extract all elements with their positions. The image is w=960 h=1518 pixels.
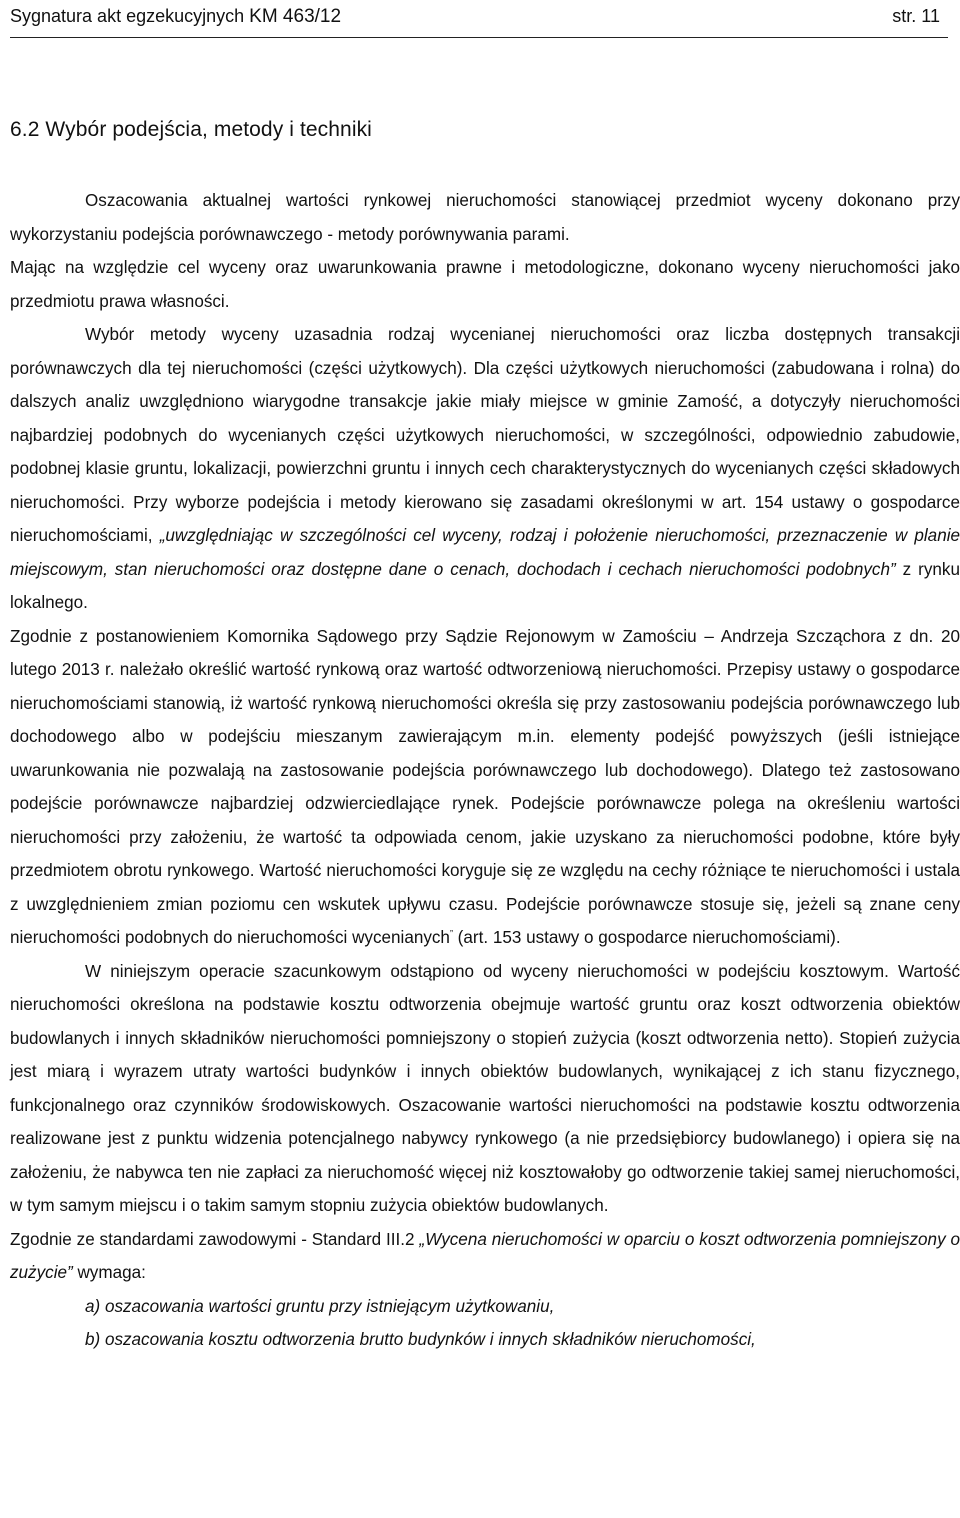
case-signature-label: Sygnatura akt egzekucyjnych [10, 6, 245, 26]
requirements-list [10, 1290, 960, 1357]
paragraph-method-choice-text: Wybór metody wyceny uzasadnia rodzaj wycenianej nieruchomości oraz liczba dostępnych transakcji porównawczych dla tej nieruchomości (części użytkowych). Dla części użytkowych nieruchomości (zabudowana i rolna) do dalszych analiz uwzględniono wiarygodne transakcje jakie miały miejsce w gminie Zamość, a dotyczyły nieruchomości najbardziej podobnych do wycenianych części użytkowych nieruchomości, w szczególności, odpowiednio zabudowie, podobnej klasie gruntu, lokalizacji, powierzchni gruntu i innych cech charakterystycznych do wycenianych części składowych nieruchomości. Przy wyborze podejścia i metody kierowano się zasadami określonymi w art. 154 ustawy o gospodarce nieruchomościami, [10, 325, 960, 545]
list-item: b) oszacowania kosztu odtworzenia brutto budynków i innych składników nieruchomości, [85, 1330, 756, 1349]
standard-title-quote: „Wycena nieruchomości w oparciu o koszt odtworzenia pomniejszony o zużycie” [10, 1229, 960, 1282]
page-header [10, 3, 948, 38]
section-body [10, 184, 960, 1357]
paragraph-standard-tail: wymaga: [72, 1263, 146, 1282]
paragraph-standard-text: Zgodnie ze standardami zawodowymi - Standard III.2 [10, 1229, 420, 1249]
case-signature [10, 6, 341, 28]
paragraph-approach: Oszacowania aktualnej wartości rynkowej nieruchomości stanowiącej przedmiot wyceny dokonano przy wykorzystaniu podejścia porównawczego - metody porównywania parami. [10, 191, 960, 244]
superscript-mark: ” [449, 928, 453, 939]
case-number: KM 463/12 [249, 6, 342, 27]
paragraph-method-choice-tail: z rynku lokalnego. [10, 559, 960, 612]
page-number: str. 11 [892, 6, 940, 26]
paragraph-bailiff-order-text: Zgodnie z postanowieniem Komornika Sądowego przy Sądzie Rejonowym w Zamościu – Andrzeja Szcząchora z dn. 20 lutego 2013 r. należało określić wartość rynkową oraz wartość odtworzeniową nieruchomości. Przepisy ustawy o gospodarce nieruchomościami stanowią, iż wartość rynkową nieruchomości określa się przy zastosowaniu podejścia porównawczego lub dochodowego albo w podejściu mieszanym zawierającym m.in. elementy podejść powyższych (jeśli istniejące uwarunkowania nie pozwalają na zastosowanie podejścia porównawczego lub dochodowego). Dlatego też zastosowano podejście porównawcze najbardziej odzwierciedlające rynek. Podejście porównawcze polega na określeniu wartości nieruchomości przy założeniu, że wartość ta odpowiada cenom, jakie uzyskano za nieruchomości podobne, które były przedmiotem obrotu rynkowego. Wartość nieruchomości koryguje się ze względu na cechy różniące te nieruchomości i ustala z uwzględnieniem zmian poziomu cen wskutek upływu czasu. Podejście porównawcze stosuje się, jeżeli są znane ceny nieruchomości podobnych do nieruchomości wycenianych [10, 626, 960, 947]
list-item: a) oszacowania wartości gruntu przy istniejącym użytkowaniu, [85, 1296, 555, 1316]
paragraph-bailiff-order [10, 620, 960, 955]
paragraph-purpose: Mając na względzie cel wyceny oraz uwarunkowania prawne i metodologiczne, dokonano wyceny nieruchomości jako przedmiotu prawa własności. [10, 258, 960, 311]
paragraph-method-choice [10, 318, 960, 620]
paragraph-cost-approach: W niniejszym operacie szacunkowym odstąpiono od wyceny nieruchomości w podejściu kosztowym. Wartość nieruchomości określona na podstawie kosztu odtworzenia obejmuje wartość gruntu oraz koszt odtworzenia obiektów budowlanych i innych składników nieruchomości pomniejszony o stopień zużycia (koszt odtworzenia netto). Stopień zużycia jest miarą i wyrazem utraty wartości budynków i innych obiektów budowlanych, wynikającej z ich stanu fizycznego, funkcjonalnego oraz czynników środowiskowych. Oszacowanie wartości nieruchomości na podstawie kosztu odtworzenia realizowane jest z punktu widzenia potencjalnego nabywcy rynkowego (a nie przedsiębiorcy budowlanego) i opiera się na założeniu, że nabywca ten nie zapłaci za nieruchomość więcej niż kosztowałoby go odtworzenie takiej samej nieruchomości, w tym samym miejscu i o takim samym stopniu zużycia obiektów budowlanych. [10, 961, 960, 1215]
paragraph-standard [10, 1223, 960, 1290]
section-heading: 6.2 Wybór podejścia, metody i techniki [10, 118, 372, 141]
statute-quote: „uwzględniając w szczególności cel wyceny, rodzaj i położenie nieruchomości, przeznaczenie w planie miejscowym, stan nieruchomości oraz dostępne dane o cenach, dochodach i cechach nieruchomości podobnych” [10, 526, 960, 579]
paragraph-bailiff-order-tail: (art. 153 ustawy o gospodarce nieruchomościami). [452, 928, 841, 947]
